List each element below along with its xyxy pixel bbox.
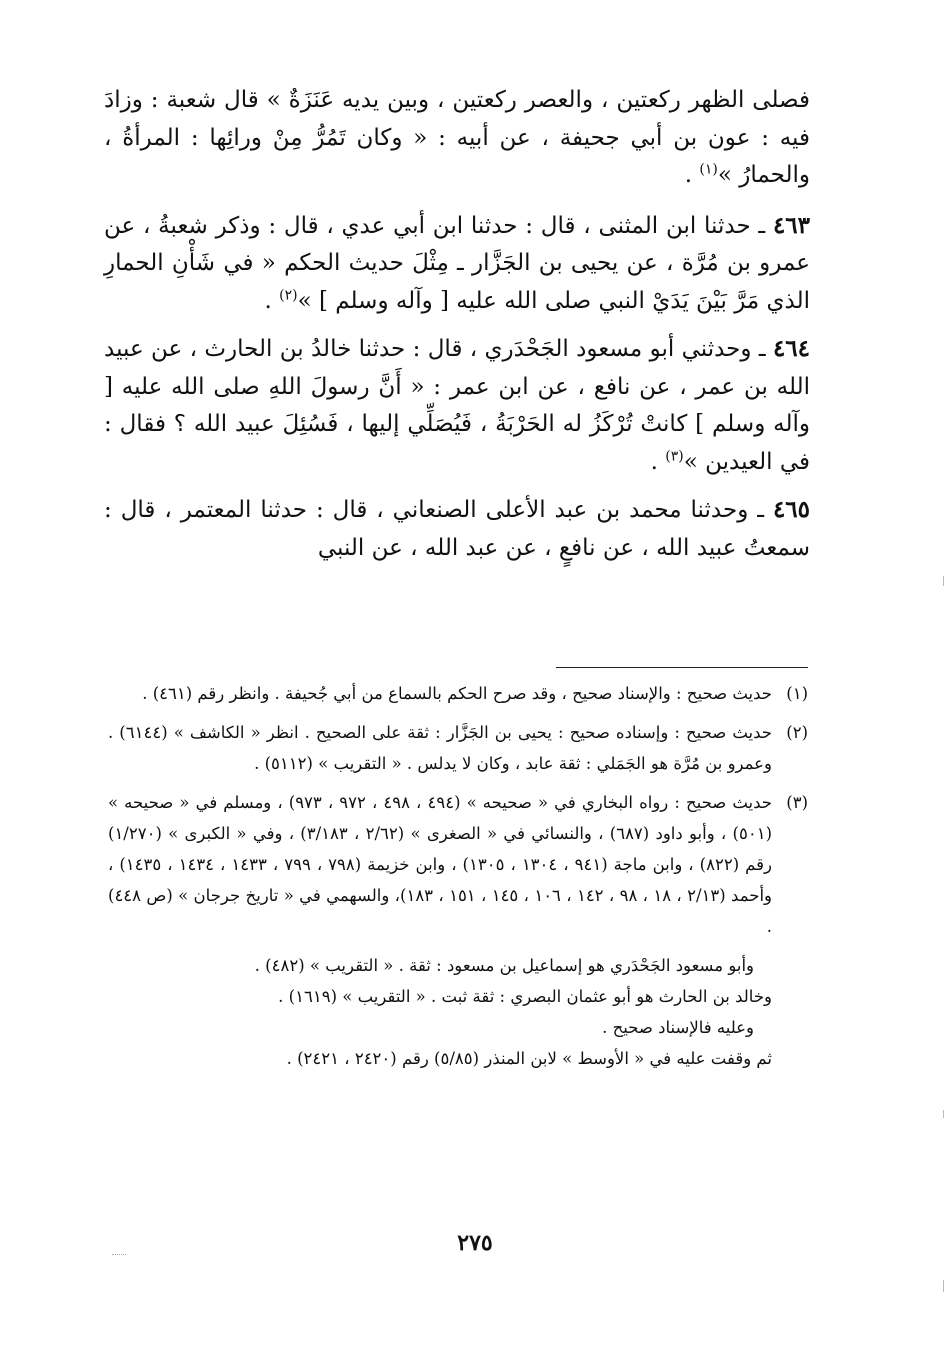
footnote-separator <box>556 667 808 668</box>
footnote-line: وخالد بن الحارث هو أبو عثمان البصري : ثقة ثبت . « التقريب » (١٦١٩) . <box>278 987 772 1006</box>
footnote-label: (١) <box>786 684 808 703</box>
hadith-464 <box>104 330 810 481</box>
footnote-ref: (٣) <box>665 447 684 464</box>
paragraph-continuation <box>104 82 810 195</box>
main-text <box>104 82 810 577</box>
paragraph-end: . <box>684 162 700 188</box>
footnote-label: (٢) <box>786 723 808 742</box>
hadith-465 <box>104 491 810 567</box>
footnote-ref: (١) <box>699 161 718 178</box>
footnote-text: حديث صحيح : وإسناده صحيح : يحيى بن الجَزَّار : ثقة على الصحيح . انظر « الكاشف » (٦١٤٤) . وعمرو بن مُرَّة هو الجَمَلي : ثقة عابد ، وكان لا يدلس . « التقريب » (٥١١٢) . <box>108 723 772 773</box>
hadith-text: ـ حدثنا ابن المثنى ، قال : حدثنا ابن أبي عدي ، قال : وذكر شعبةُ ، عن عمرو بن مُرَّة ، عن يحيى بن الجَزَّار ـ مِثْلَ حديث الحكم « في شَأْنِ الحمارِ الذي مَرَّ بَيْنَ يَدَيْ النبي صلى الله عليه [ وآله وسلم ] » <box>104 212 810 314</box>
footnote-label: (٣) <box>786 793 808 812</box>
footnotes <box>108 678 808 1074</box>
footnote-line: وعليه فالإسناد صحيح . <box>602 1018 754 1037</box>
footnote-text: حديث صحيح : رواه البخاري في « صحيحه » (٤٩٤ ، ٤٩٨ ، ٩٧٢ ، ٩٧٣) ، ومسلم في « صحيحه » (٥٠١) ، وأبو داود (٦٨٧) ، والنسائي في « الصغرى » (٢/٦٢ ، ٣/١٨٣) ، وفي « الكبرى » (١/٢٧٠) رقم (٨٢٢) ، وابن ماجة (٩٤١ ، ١٣٠٤ ، ١٣٠٥) ، وابن خزيمة (٧٩٨ ، ٧٩٩ ، ١٤٣٣ ، ١٤٣٤ ، ١٤٣٥) ، وأحمد (٢/١٣ ، ١٨ ، ٩٨ ، ١٤٢ ، ١٠٦ ، ١٤٥ ، ١٥١ ، ١٨٣)، والسهمي في « تاريخ جرجان » (ص ٤٤٨) . <box>108 793 773 936</box>
hadith-463 <box>104 207 810 321</box>
hadith-number: ٤٦٤ <box>772 335 810 362</box>
hadith-text: ـ وحدثنا محمد بن عبد الأعلى الصنعاني ، قال : حدثنا المعتمر ، قال : سمعتُ عبيد الله ، عن نافعٍ ، عن عبد الله ، عن النبي <box>104 497 810 561</box>
paragraph-end: . <box>650 448 666 475</box>
scan-artifact <box>943 1110 944 1118</box>
hadith-number: ٤٦٣ <box>772 211 810 239</box>
hadith-number: ٤٦٥ <box>772 496 810 523</box>
page-number: ٢٧٥ <box>457 1230 493 1256</box>
footnote-1 <box>108 678 808 709</box>
footnote-line: ثم وقفت عليه في « الأوسط » لابن المنذر (٥/٨٥) رقم (٢٤٢٠ ، ٢٤٢١) . <box>286 1049 772 1068</box>
footnote-text: حديث صحيح : والإسناد صحيح ، وقد صرح الحكم بالسماع من أبي جُحيفة . وانظر رقم (٤٦١) . <box>142 684 772 703</box>
hadith-text: ـ وحدثني أبو مسعود الجَحْدَري ، قال : حدثنا خالدُ بن الحارث ، عن عبيد الله بن عمر ، عن نافع ، عن ابن عمر : « أَنَّ رسولَ اللهِ صلى الله عليه [ وآله وسلم ] كانتْ تُرْكَزُ له الحَرْبَةُ ، فَيُصَلِّي إليها ، فَسُئِلَ عبيد الله ؟ فقال : في العيدين » <box>104 336 810 475</box>
footnote-3-continuation <box>108 950 808 1074</box>
scan-artifact <box>943 1280 944 1292</box>
scan-artifact <box>943 576 944 586</box>
scan-artifact <box>112 1254 126 1255</box>
footnote-3 <box>108 787 808 942</box>
footnote-line: وأبو مسعود الجَحْدَري هو إسماعيل بن مسعود : ثقة . « التقريب » (٤٨٢) . <box>254 956 754 975</box>
footnote-2 <box>108 717 808 779</box>
paragraph-text: فصلى الظهر ركعتين ، والعصر ركعتين ، وبين يديه عَنَزَةٌ » قال شعبة : وزادَ فيه : عون بن أبي جحيفة ، عن أبيه : « وكان تَمُرُّ مِنْ ورائِها : المرأةُ ، والحمارُ » <box>104 87 810 188</box>
footnote-ref: (٢) <box>279 286 298 303</box>
paragraph-end: . <box>264 287 280 314</box>
